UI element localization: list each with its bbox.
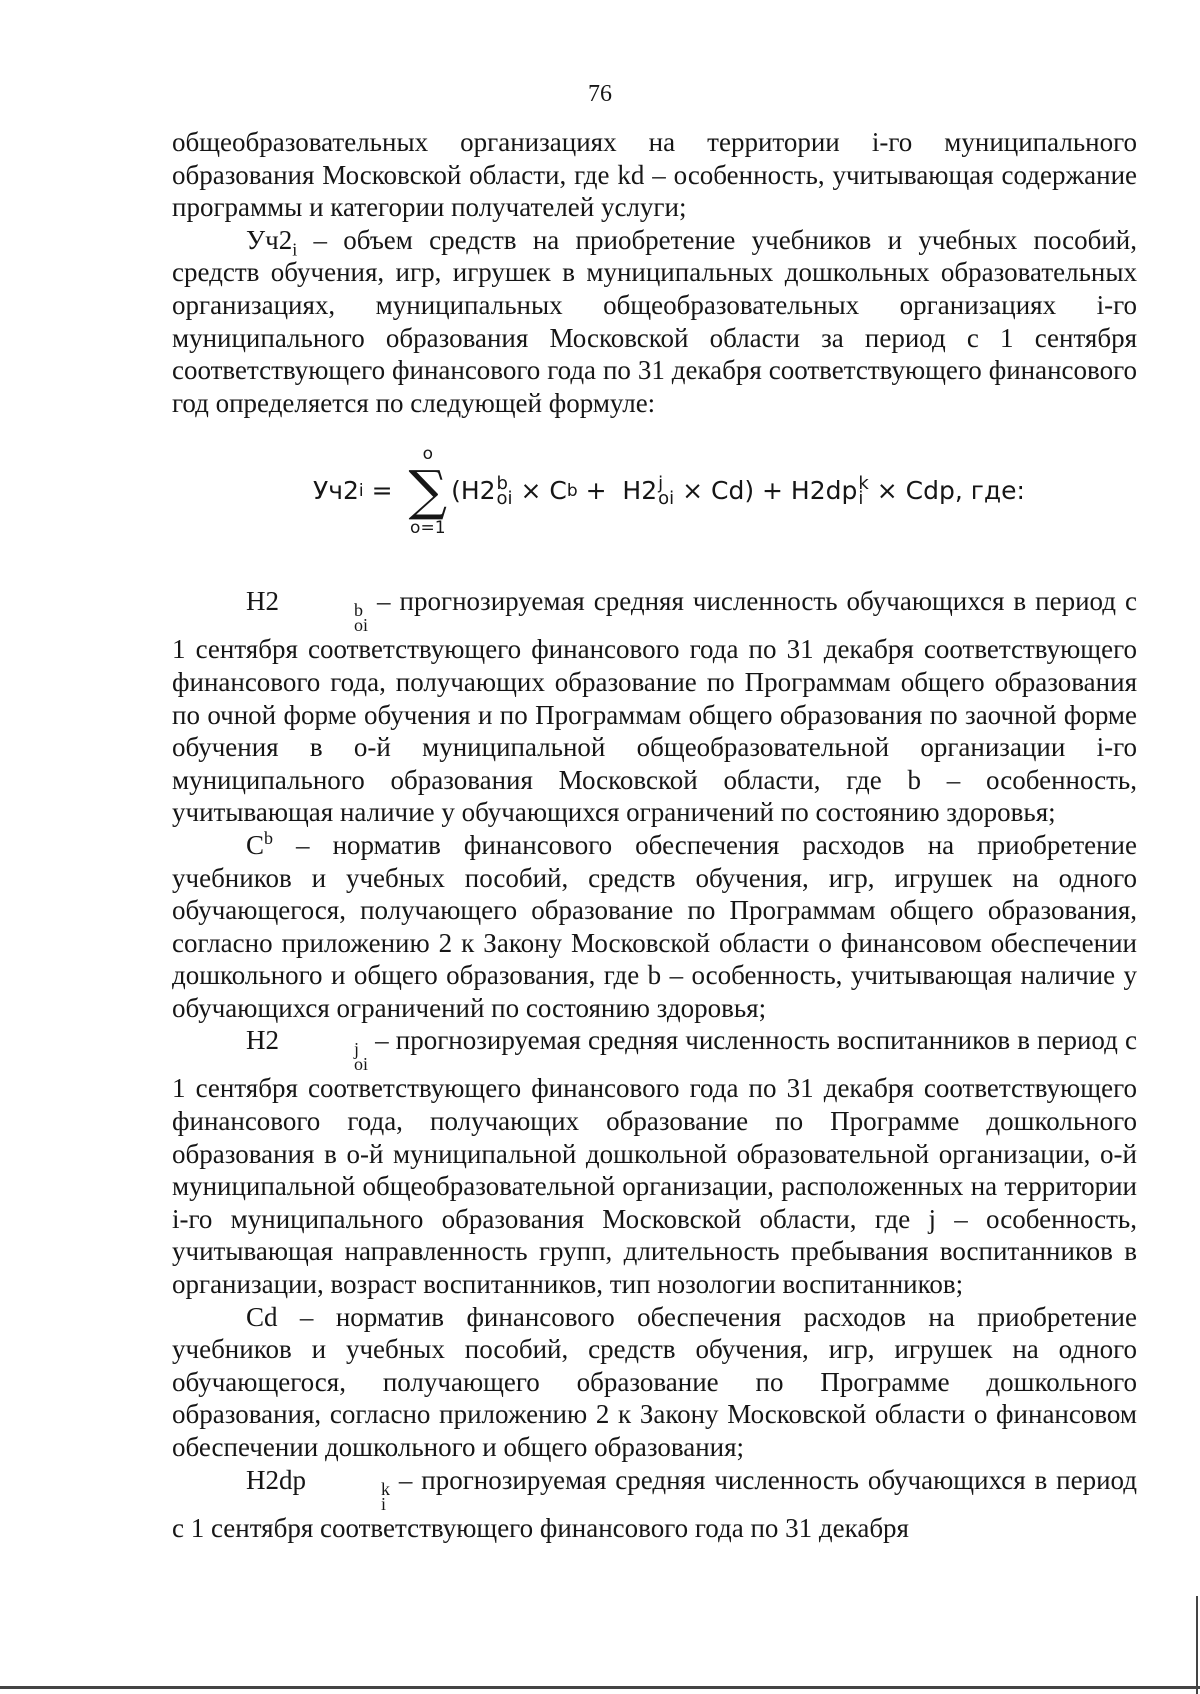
symbol-cb: С bbox=[246, 829, 265, 860]
scan-right-edge-line bbox=[1196, 1596, 1198, 1694]
formula-term-2: × С bbox=[512, 476, 567, 506]
paragraph-uch2-text: – объем средств на приобретение учебников и учебных пособий, средств обучения, игр, игрушек в муниципальных дошкольных образовательных организациях, муниципальных общеобразовательных организациях i-го муниципального образования Московской области за период с 1 сентября соответствующего финансового года по 31 декабря соответствующего финансового год определяется по следующей формуле: bbox=[172, 224, 1137, 418]
formula-term-3-indices bbox=[658, 473, 675, 510]
paragraph-0 bbox=[172, 126, 1137, 224]
paragraph-n2b-text: – прогнозируемая средняя численность обучающихся в период с 1 сентября соответствующего финансового года по 31 декабря соответствующего финансового года, получающих образование по Программам общего образования по очной форме обучения и по Программам общего образования по заочной форме обучения в о-й муниципальной общеобразовательной организации i-го муниципального образования Московской области, где b – особенность, учитывающая наличие у обучающихся ограничений по состоянию здоровья; bbox=[172, 586, 1137, 828]
symbol-n2dp-sub: i bbox=[381, 1493, 387, 1514]
summation-lower-limit: o=1 bbox=[410, 518, 446, 539]
scan-bottom-edge-line bbox=[0, 1686, 1200, 1689]
formula-term-4-sup: k bbox=[858, 473, 869, 495]
symbol-n2j: Н2 bbox=[246, 1025, 279, 1056]
formula-term-3: + Н2 bbox=[577, 476, 658, 506]
paragraph-cd-definition bbox=[172, 1301, 1137, 1464]
formula-term-4: × Cd) + Н2dp bbox=[674, 476, 858, 506]
formula-term-3-sup: j bbox=[658, 473, 664, 495]
formula-term-4-indices bbox=[858, 473, 869, 510]
formula-term-3-sub: oi bbox=[658, 488, 675, 510]
document-body bbox=[172, 126, 1137, 1544]
summation bbox=[409, 445, 448, 537]
formula-equals: = bbox=[363, 476, 401, 506]
paragraph-n2j-text: – прогнозируемая средняя численность воспитанников в период с 1 сентября соответствующего финансового года по 31 декабря соответствующего финансового года, получающих образование по Программе дошкольного образования в о-й муниципальной дошкольной образовательной организации, о-й муниципальной общеобразовательной организации, расположенных на территории i-го муниципального образования Московской области, где j – особенность, учитывающая направленность групп, длительность пребывания воспитанников в организации, возраст воспитанников, тип нозологии воспитанников; bbox=[172, 1025, 1137, 1300]
symbol-n2j-indices bbox=[280, 1039, 369, 1075]
paragraph-n2dp-text: – прогнозируемая средняя численность обучающихся в период с 1 сентября соответствующего финансового года по 31 декабря bbox=[172, 1464, 1137, 1543]
formula-term-5: × Cdp, где: bbox=[868, 476, 1025, 506]
symbol-uch2-subscript: i bbox=[292, 239, 298, 260]
symbol-n2b: Н2 bbox=[246, 586, 279, 617]
page-number: 76 bbox=[588, 81, 612, 107]
symbol-n2j-sub: oi bbox=[354, 1054, 369, 1075]
paragraph-cb-text: – норматив финансового обеспечения расходов на приобретение учебников и учебных пособий, средств обучения, игр, игрушек на одного обучающегося, получающего образование по Программам общего образования, согласно приложению 2 к Закону Московской области о финансовом обеспечении дошкольного и общего образования, где b – особенность, учитывающая наличие у обучающихся ограничений по состоянию здоровья; bbox=[172, 829, 1137, 1023]
symbol-n2b-sub: oi bbox=[354, 615, 369, 636]
formula-term-1-sup: b bbox=[496, 473, 508, 495]
formula-term-1-indices bbox=[496, 473, 513, 510]
symbol-n2dp-sup: k bbox=[381, 1478, 390, 1499]
formula-term-1: (Н2 bbox=[451, 476, 496, 506]
symbol-uch2: Уч2 bbox=[246, 224, 293, 255]
paragraph-uch2-definition bbox=[172, 224, 1137, 420]
paragraph-cb-definition bbox=[172, 829, 1137, 1025]
formula: Уч2 i = o ∑ o=1 (Н2 b oi × С b + Н2 j oi × Cd) + Н2dp k i × Cdp, где: bbox=[313, 444, 1025, 539]
symbol-n2dp-indices bbox=[307, 1478, 390, 1514]
summation-upper-limit: o bbox=[422, 444, 433, 465]
paragraph-n2dp-definition bbox=[172, 1464, 1137, 1545]
paragraph-n2b-definition bbox=[172, 585, 1137, 829]
symbol-n2dp: Н2dp bbox=[246, 1464, 306, 1495]
symbol-n2b-sup: b bbox=[354, 600, 363, 621]
symbol-n2j-sup: j bbox=[354, 1039, 360, 1060]
formula-term-1-sub: oi bbox=[496, 488, 513, 510]
symbol-cd: Cd bbox=[246, 1301, 278, 1332]
paragraph-0-text: общеобразовательных организациях на территории i-го муниципального образования Московской области, где kd – особенность, учитывающая содержание программы и категории получателей услуги; bbox=[172, 127, 1137, 223]
paragraph-n2j-definition bbox=[172, 1024, 1137, 1300]
formula-term-4-sub: i bbox=[858, 488, 864, 510]
formula-block bbox=[172, 439, 1137, 545]
summation-sign: ∑ bbox=[408, 459, 448, 523]
formula-lhs: Уч2 bbox=[313, 476, 359, 506]
symbol-n2b-indices bbox=[280, 600, 369, 636]
paragraph-cd-text: – норматив финансового обеспечения расходов на приобретение учебников и учебных пособий, средств обучения, игр, игрушек на одного обучающегося, получающего образование по Программе дошкольного образования, согласно приложению 2 к Закону Московской области о финансовом обеспечении дошкольного и общего образования; bbox=[172, 1301, 1137, 1462]
symbol-cb-sup: b bbox=[264, 827, 274, 848]
